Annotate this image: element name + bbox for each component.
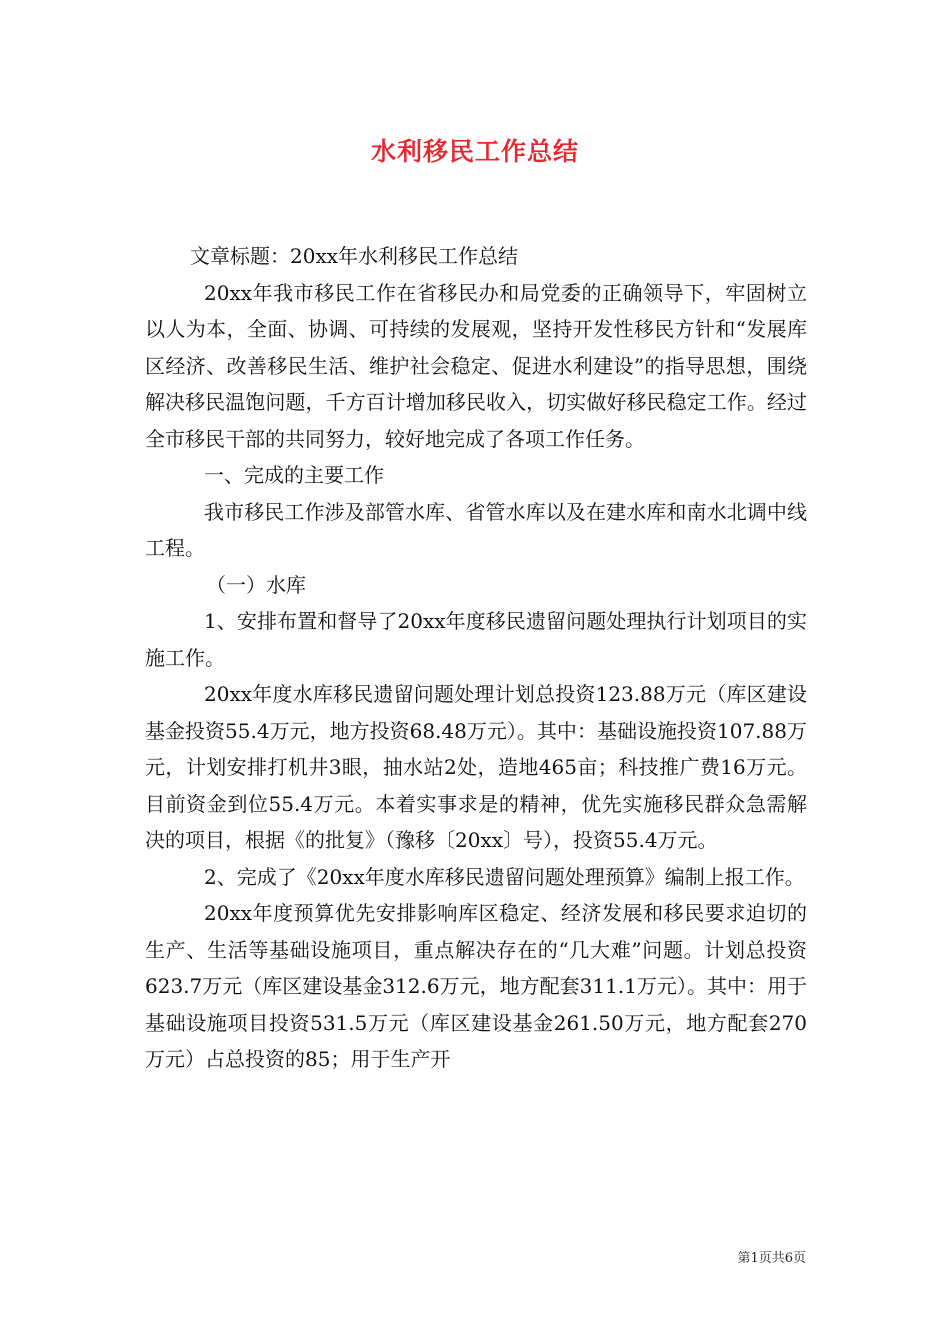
article-title-line: 文章标题：20xx年水利移民工作总结 xyxy=(190,244,519,268)
subsection-heading-reservoir: （一）水库 xyxy=(206,572,306,597)
paragraph-budget: 20xx年度预算优先安排影响库区稳定、经济发展和移民要求迫切的生产、生活等基础设施项目，重点解决存在的“几大难”问题。计划总投资623.7万元（库区建设基金312.6万元，地方配套311.1万元）。其中：用于基础设施项目投资531.5万元（库区建设基金261.50万元，地方配套270万元）占总投资的85；用于生产开 xyxy=(145,901,807,1071)
paragraph-scope: 我市移民工作涉及部管水库、省管水库以及在建水库和南水北调中线工程。 xyxy=(145,499,807,560)
item-heading-1: 1、安排布置和督导了20xx年度移民遗留问题处理执行计划项目的实施工作。 xyxy=(145,609,807,670)
document-title: 水利移民工作总结 xyxy=(370,137,579,166)
item-heading-2: 2、完成了《20xx年度水库移民遗留问题处理预算》编制上报工作。 xyxy=(204,864,805,889)
section-heading-main-work: 一、完成的主要工作 xyxy=(204,463,384,487)
paragraph-intro: 20xx年我市移民工作在省移民办和局党委的正确领导下，牢固树立以人为本，全面、协调、可持续的发展观，坚持开发性移民方针和“发展库区经济、改善移民生活、维护社会稳定、促进水利建设”的指导思想，围绕解决移民温饱问题，千方百计增加移民收入，切实做好移民稳定工作。经过全市移民干部的共同努力，较好地完成了各项工作任务。 xyxy=(145,280,807,451)
document-body xyxy=(145,238,807,1078)
page-number: 第1页共6页 xyxy=(737,1251,806,1266)
paragraph-investment-plan: 20xx年度水库移民遗留问题处理计划总投资123.88万元（库区建设基金投资55.4万元，地方投资68.48万元）。其中：基础设施投资107.88万元，计划安排打机井3眼，抽水站2处，造地465亩；科技推广费16万元。目前资金到位55.4万元。本着实事求是的精神，优先实施移民群众急需解决的项目，根据《的批复》（豫移〔20xx〕号），投资55.4万元。 xyxy=(145,682,807,852)
